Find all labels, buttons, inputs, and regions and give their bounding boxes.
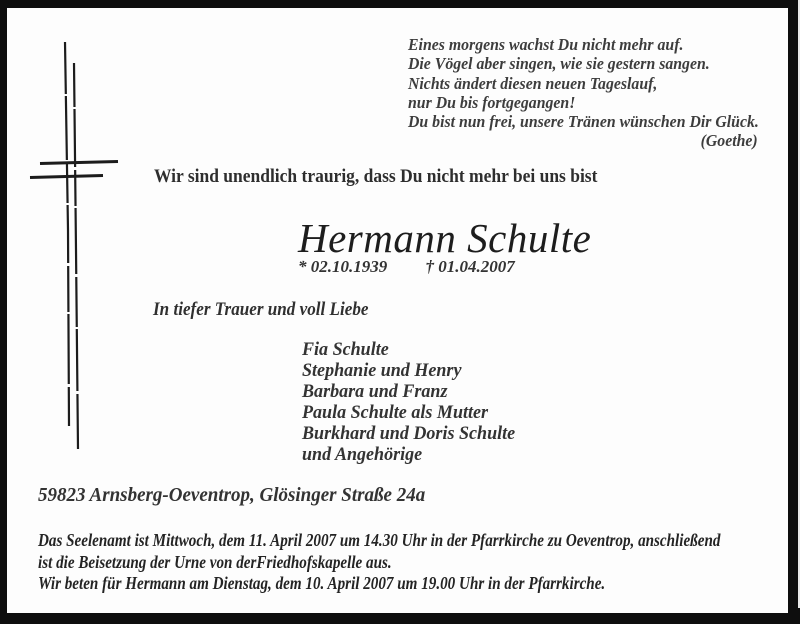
poem-line: nur Du bis fortgegangen!: [408, 92, 576, 112]
poem: [408, 35, 763, 151]
poem-attribution: (Goethe): [700, 131, 758, 151]
mourning-line: In tiefer Trauer und voll Liebe: [153, 299, 369, 320]
life-dates: [298, 257, 515, 277]
mourner-name: Paula Schulte als Mutter: [302, 402, 489, 423]
mourners-list: [302, 339, 515, 465]
poem-line: Nichts ändert diesen neuen Tageslauf,: [408, 73, 658, 93]
service-info: [38, 530, 720, 595]
poem-line: Du bist nun frei, unsere Tränen wünschen Dir Glück.: [408, 112, 759, 132]
deceased-name: Hermann Schulte: [298, 215, 592, 261]
mourner-name: Fia Schulte: [302, 339, 389, 360]
service-line: Das Seelenamt ist Mittwoch, dem 11. April 2007 um 14.30 Uhr in der Pfarrkirche zu Oeventrop, anschließend: [38, 530, 721, 550]
poem-line: Eines morgens wachst Du nicht mehr auf.: [408, 35, 684, 54]
address-line: 59823 Arnsberg-Oeventrop, Glösinger Straße 24a: [38, 484, 426, 506]
mourner-name: Stephanie und Henry: [302, 360, 462, 381]
poem-line: Die Vögel aber singen, wie sie gestern sangen.: [408, 54, 710, 74]
mourner-name: Burkhard und Doris Schulte: [302, 423, 516, 444]
birth-date: * 02.10.1939: [298, 257, 388, 276]
service-line: Wir beten für Hermann am Dienstag, dem 10. April 2007 um 19.00 Uhr in der Pfarrkirche.: [38, 573, 606, 593]
service-line: ist die Beisetzung der Urne von derFriedhofskapelle aus.: [38, 551, 392, 572]
mourner-name: Barbara und Franz: [302, 381, 448, 402]
intro-line: Wir sind unendlich traurig, dass Du nicht mehr bei uns bist: [154, 166, 598, 187]
death-date: † 01.04.2007: [425, 257, 515, 276]
mourner-name: und Angehörige: [302, 444, 423, 465]
cross-icon: [25, 30, 125, 475]
